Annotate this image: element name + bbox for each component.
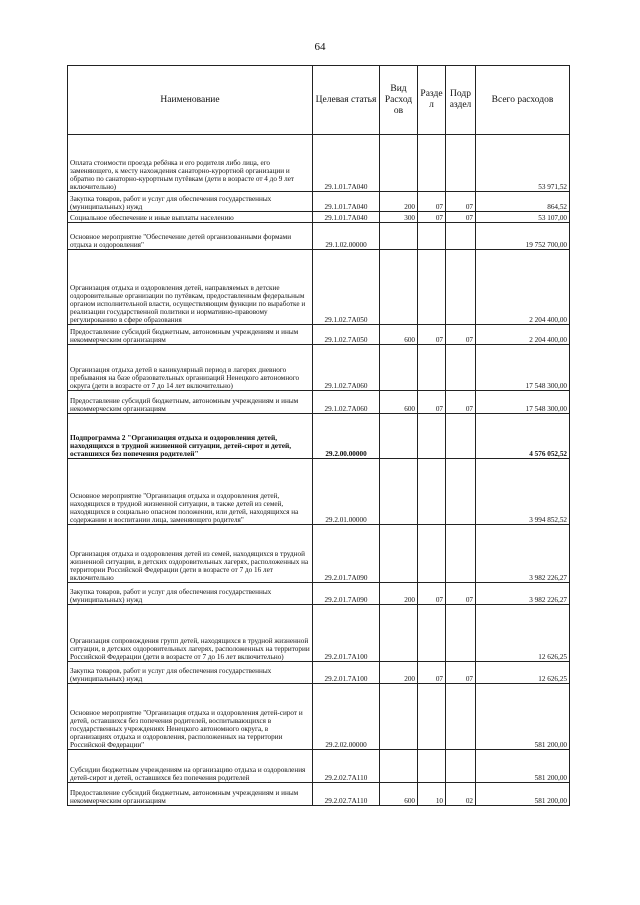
cell-section xyxy=(418,684,446,750)
cell-subsection xyxy=(446,250,476,325)
cell-name: Закупка товаров, работ и услуг для обеспечения государственных (муниципальных) нужд xyxy=(68,583,313,605)
cell-section: 07 xyxy=(418,583,446,605)
table-header-row xyxy=(68,66,570,135)
table-body xyxy=(68,135,570,806)
cell-subsection xyxy=(446,414,476,459)
cell-subsection: 07 xyxy=(446,662,476,684)
cell-section: 07 xyxy=(418,325,446,345)
cell-article: 29.2.02.00000 xyxy=(313,684,380,750)
cell-section xyxy=(418,605,446,662)
table-row xyxy=(68,605,570,662)
cell-subsection xyxy=(446,684,476,750)
cell-name: Закупка товаров, работ и услуг для обеспечения государственных (муниципальных) нужд xyxy=(68,192,313,212)
table-row xyxy=(68,325,570,345)
cell-subsection xyxy=(446,459,476,525)
table-row xyxy=(68,135,570,192)
cell-total: 17 548 300,00 xyxy=(476,345,570,391)
cell-article: 29.2.01.00000 xyxy=(313,459,380,525)
cell-subsection xyxy=(446,525,476,583)
cell-subsection: 07 xyxy=(446,192,476,212)
cell-expense-type: 300 xyxy=(380,212,418,223)
cell-section: 07 xyxy=(418,662,446,684)
table-row xyxy=(68,684,570,750)
cell-section xyxy=(418,223,446,250)
cell-article: 29.1.02.7А050 xyxy=(313,325,380,345)
table-row xyxy=(68,750,570,783)
cell-total: 53 971,52 xyxy=(476,135,570,192)
cell-name: Предоставление субсидий бюджетным, автономным учреждениям и иным некоммерческим организациям xyxy=(68,391,313,414)
cell-expense-type xyxy=(380,750,418,783)
table-row xyxy=(68,525,570,583)
cell-name: Организация сопровождения групп детей, находящихся в трудной жизненной ситуации, в детских оздоровительных лагерях, расположенных на территории Российской Федерации (дети в возрасте от 7 до 16 лет включительно) xyxy=(68,605,313,662)
cell-article: 29.2.02.7А110 xyxy=(313,783,380,806)
cell-article: 29.1.01.7А040 xyxy=(313,135,380,192)
cell-section xyxy=(418,459,446,525)
cell-total: 2 204 400,00 xyxy=(476,325,570,345)
cell-article: 29.2.02.7А110 xyxy=(313,750,380,783)
cell-expense-type xyxy=(380,525,418,583)
header-total: Всего расходов xyxy=(476,66,570,135)
cell-expense-type xyxy=(380,414,418,459)
cell-expense-type xyxy=(380,250,418,325)
cell-name: Предоставление субсидий бюджетным, автономным учреждениям и иным некоммерческим организациям xyxy=(68,783,313,806)
cell-total: 12 626,25 xyxy=(476,662,570,684)
cell-expense-type: 600 xyxy=(380,783,418,806)
cell-section: 07 xyxy=(418,391,446,414)
cell-expense-type xyxy=(380,345,418,391)
cell-total: 864,52 xyxy=(476,192,570,212)
cell-name: Основное мероприятие "Организация отдыха и оздоровления детей-сирот и детей, оставшихся без попечения родителей, воспитывающихся в государственных учреждениях Ненецкого автономного округа, в организациях отдыха и оздоровления, расположенных на территории Российской Федерации" xyxy=(68,684,313,750)
cell-name: Предоставление субсидий бюджетным, автономным учреждениям и иным некоммерческим организациям xyxy=(68,325,313,345)
cell-subsection xyxy=(446,345,476,391)
cell-subsection xyxy=(446,605,476,662)
cell-total: 53 107,00 xyxy=(476,212,570,223)
header-section: Разде л xyxy=(418,66,446,135)
cell-expense-type xyxy=(380,223,418,250)
cell-total: 17 548 300,00 xyxy=(476,391,570,414)
cell-name: Основное мероприятие "Организация отдыха и оздоровления детей, находящихся в трудной жизненной ситуации, в также детей из семей, находящихся в социально опасном положении, или детей, находящихся на содержании и воспитании лица, заменяющего родителя" xyxy=(68,459,313,525)
cell-article: 29.1.01.7А040 xyxy=(313,192,380,212)
cell-section xyxy=(418,250,446,325)
cell-total: 12 626,25 xyxy=(476,605,570,662)
budget-table xyxy=(67,65,570,806)
cell-total: 3 994 852,52 xyxy=(476,459,570,525)
table-row xyxy=(68,192,570,212)
table-row xyxy=(68,391,570,414)
cell-total: 581 200,00 xyxy=(476,783,570,806)
cell-section xyxy=(418,525,446,583)
cell-total: 3 982 226,27 xyxy=(476,583,570,605)
cell-expense-type xyxy=(380,605,418,662)
cell-name: Основное мероприятие "Обеспечение детей организованными формами отдыха и оздоровления" xyxy=(68,223,313,250)
cell-article: 29.1.02.7А060 xyxy=(313,391,380,414)
cell-article: 29.2.00.00000 xyxy=(313,414,380,459)
cell-name: Организация отдыха и оздоровления детей, направляемых в детские оздоровительные организации по путёвкам, предоставленным федеральным органом исполнительной власти, осуществляющим функции по выработке и реализации государственной политики и нормативно-правовому регулированию в сфере образования xyxy=(68,250,313,325)
cell-subsection: 07 xyxy=(446,212,476,223)
cell-article: 29.1.02.7А060 xyxy=(313,345,380,391)
cell-expense-type xyxy=(380,135,418,192)
page-number: 64 xyxy=(314,41,326,53)
cell-name: Организация отдыха детей в каникулярный период в лагерях дневного пребывания на базе образовательных организаций Ненецкого автономного округа (дети в возрасте от 7 до 14 лет включительно) xyxy=(68,345,313,391)
cell-expense-type xyxy=(380,684,418,750)
table-row xyxy=(68,212,570,223)
cell-article: 29.1.02.00000 xyxy=(313,223,380,250)
cell-name: Организация отдыха и оздоровления детей из семей, находящихся в трудной жизненной ситуации, в детских оздоровительных лагерях, расположенных на территории Российской Федерации (дети в возрасте от 7 до 16 лет включительно xyxy=(68,525,313,583)
table-row xyxy=(68,250,570,325)
cell-subsection: 07 xyxy=(446,583,476,605)
header-subsection: Подр аздел xyxy=(446,66,476,135)
table-row xyxy=(68,583,570,605)
table-row xyxy=(68,662,570,684)
cell-name: Субсидии бюджетным учреждениям на организацию отдыха и оздоровления детей-сирот и детей, оставшихся без попечения родителей xyxy=(68,750,313,783)
cell-section xyxy=(418,750,446,783)
cell-expense-type: 600 xyxy=(380,391,418,414)
cell-subsection: 07 xyxy=(446,391,476,414)
table-row xyxy=(68,459,570,525)
header-article: Целевая статья xyxy=(313,66,380,135)
cell-total: 3 982 226,27 xyxy=(476,525,570,583)
cell-name: Оплата стоимости проезда ребёнка и его родителя либо лица, его заменяющего, к месту нахождения санаторно-курортной организации и обратно по санаторно-курортным путёвкам (дети в возрасте от 4 до 9 лет включительно) xyxy=(68,135,313,192)
cell-section xyxy=(418,135,446,192)
table-row xyxy=(68,414,570,459)
cell-article: 29.2.01.7А100 xyxy=(313,662,380,684)
cell-subsection xyxy=(446,750,476,783)
cell-total: 581 200,00 xyxy=(476,684,570,750)
cell-total: 581 200,00 xyxy=(476,750,570,783)
cell-article: 29.2.01.7А100 xyxy=(313,605,380,662)
cell-subsection: 02 xyxy=(446,783,476,806)
cell-expense-type: 200 xyxy=(380,662,418,684)
cell-expense-type: 200 xyxy=(380,583,418,605)
cell-section: 07 xyxy=(418,212,446,223)
cell-subsection: 07 xyxy=(446,325,476,345)
cell-section xyxy=(418,414,446,459)
cell-total: 4 576 052,52 xyxy=(476,414,570,459)
cell-name: Подпрограмма 2 "Организация отдыха и оздоровления детей, находящихся в трудной жизненной ситуации, детей-сирот и детей, оставшихся без попечения родителей" xyxy=(68,414,313,459)
cell-article: 29.2.01.7А090 xyxy=(313,525,380,583)
cell-subsection xyxy=(446,223,476,250)
cell-name: Закупка товаров, работ и услуг для обеспечения государственных (муниципальных) нужд xyxy=(68,662,313,684)
cell-article: 29.1.02.7А050 xyxy=(313,250,380,325)
cell-expense-type: 600 xyxy=(380,325,418,345)
cell-total: 2 204 400,00 xyxy=(476,250,570,325)
table-row xyxy=(68,783,570,806)
cell-expense-type xyxy=(380,459,418,525)
cell-expense-type: 200 xyxy=(380,192,418,212)
cell-name: Социальное обеспечение и иные выплаты населению xyxy=(68,212,313,223)
header-expense-type: Вид Расход ов xyxy=(380,66,418,135)
cell-section xyxy=(418,345,446,391)
cell-article: 29.2.01.7А090 xyxy=(313,583,380,605)
cell-section: 10 xyxy=(418,783,446,806)
cell-article: 29.1.01.7А040 xyxy=(313,212,380,223)
cell-total: 19 752 700,00 xyxy=(476,223,570,250)
header-name: Наименование xyxy=(68,66,313,135)
table-row xyxy=(68,345,570,391)
cell-section: 07 xyxy=(418,192,446,212)
table-row xyxy=(68,223,570,250)
cell-subsection xyxy=(446,135,476,192)
